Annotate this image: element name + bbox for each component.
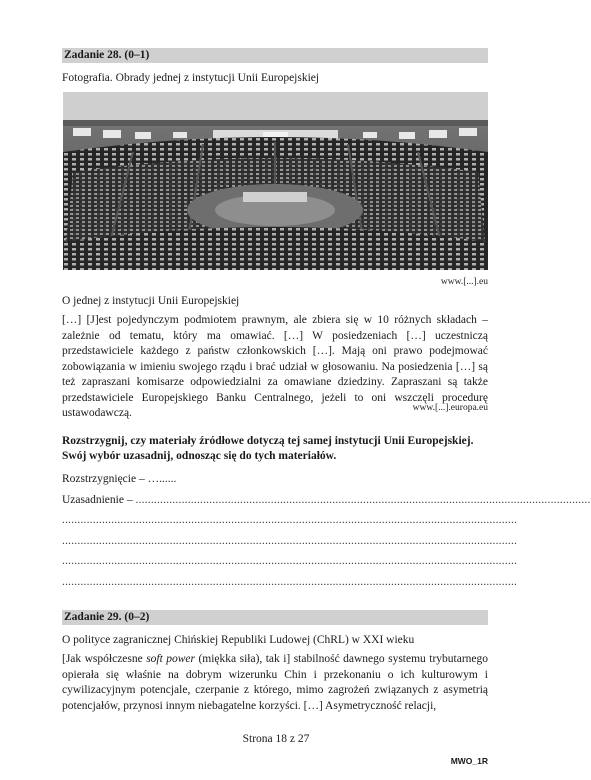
task-29-text (62, 652, 488, 714)
task-29-text-em: soft power (146, 653, 196, 665)
task-29-header: Zadanie 29. (0–2) (62, 610, 488, 625)
task-29-caption: O polityce zagranicznej Chińskiej Republiki Ludowej (ChRL) w XXI wieku (62, 634, 415, 646)
answer-line-3[interactable]: .................................................................................................................................................... (62, 535, 518, 547)
answer-line-5[interactable]: .................................................................................................................................................... (62, 576, 518, 588)
photo-source: www.[...].eu (440, 277, 488, 287)
text-source: www.[...].europa.eu (412, 403, 488, 413)
decision-label: Rozstrzygnięcie – …...... (62, 473, 177, 485)
task-29-text-a: [Jak współczesne (62, 653, 147, 665)
photo-caption: Fotografia. Obrady jednej z instytucji Unii Europejskiej (62, 72, 320, 84)
task-28-header: Zadanie 28. (0–1) (62, 48, 488, 63)
text-title: O jednej z instytucji Unii Europejskiej (62, 295, 240, 307)
justification-line[interactable] (62, 493, 591, 507)
page-number: Strona 18 z 27 (242, 733, 310, 745)
justification-label: Uzasadnienie – (62, 494, 136, 506)
exam-code: MWO_1R (450, 756, 488, 766)
answer-line-4[interactable]: .................................................................................................................................................... (62, 555, 518, 567)
decision-line[interactable] (62, 472, 488, 486)
answer-line-2[interactable]: .................................................................................................................................................... (62, 514, 518, 526)
task-28-question: Rozstrzygnij, czy materiały źródłowe dotyczą tej samej instytucji Unii Europejskiej. Swój wybór uzasadnij, odnosząc się do tych materiałów. (62, 435, 474, 462)
source-text-body: […] [J]est pojedynczym podmiotem prawnym, ale zbiera się w 10 różnych składach – zależnie od tematu, który ma omawiać. […] W posiedzeniach […] uczestniczą przedstawiciele każdego z państw członkowskich […]. Mają oni prawo podejmować zobowiązania w imieniu swojego rządu i brać udział w głosowaniu. Na posiedzenia […] są też zapraszani komisarze odpowiedzialni za omawiane dziedziny. Zapraszani są także przedstawiciele Europejskiego Banku Centralnego, jeżeli to oni wszczęli procedurę ustawodawczą. (62, 314, 488, 419)
answer-dots: .................................................................................................................................................... (135, 494, 591, 506)
parliament-photo (63, 92, 488, 270)
task-29-text-b: (miękka siła), tak i] stabilność dawnego systemu trybutarnego opierała się właśnie na dobrym wizerunku Chin i przekonaniu o ich kulturowym i cywilizacyjnym potencjale, czerpanie z którego, mimo zagrożeń związanych z asymetrią potencjałów, przynosi innym niebagatelne korzyści. […] Asymetryczność relacji, (62, 653, 489, 712)
